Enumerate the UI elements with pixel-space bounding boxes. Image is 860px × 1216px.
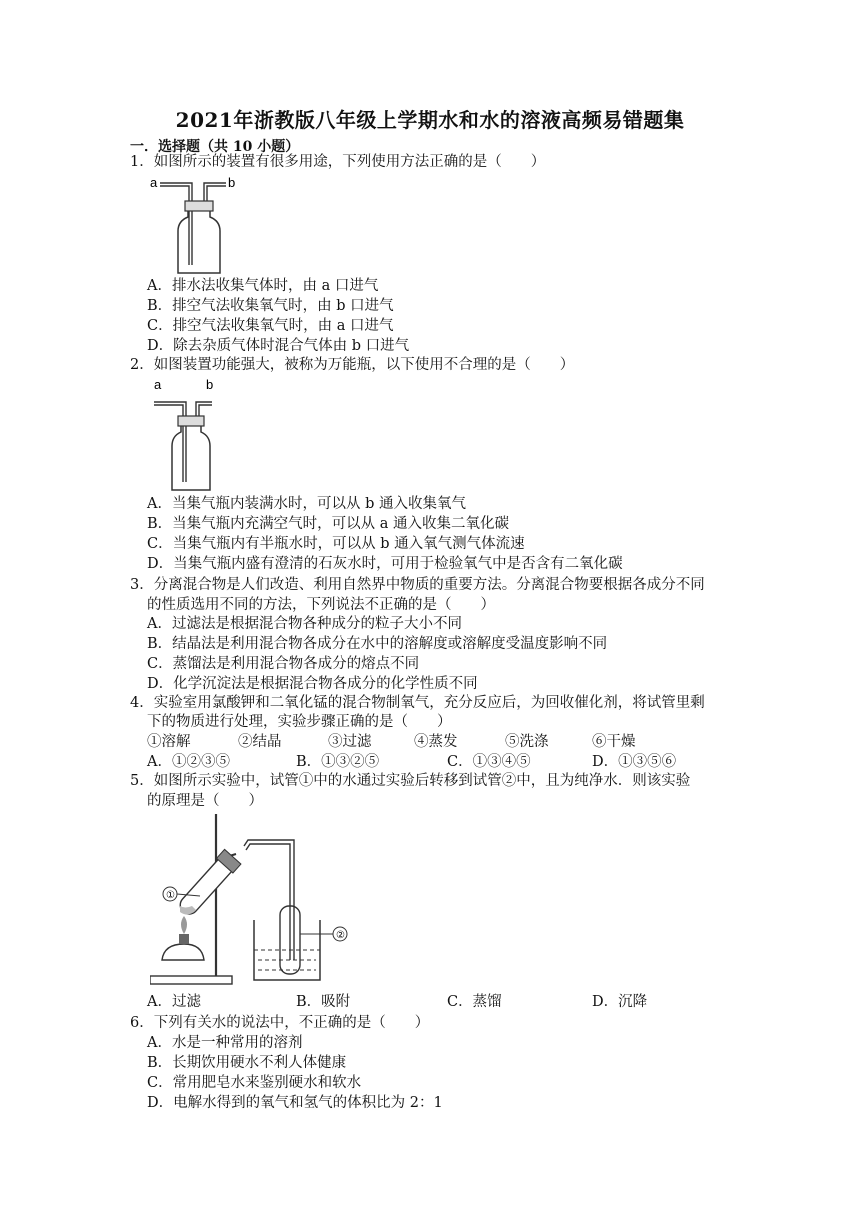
q4-step-3: ③过滤 xyxy=(328,734,372,750)
document-title: 2021年浙教版八年级上学期水和水的溶液高频易错题集 xyxy=(175,108,685,132)
section-heading: 一．选择题（共 10 小题） xyxy=(130,139,300,155)
q5-stem-line2: 的原理是（ ） xyxy=(147,793,263,809)
q5-option-b: B．吸附 xyxy=(296,994,351,1010)
q3-option-d: D．化学沉淀法是根据混合物各成分的化学性质不同 xyxy=(147,676,478,692)
q4-step-2: ②结晶 xyxy=(238,734,282,750)
q2-stem: 2．如图装置功能强大，被称为万能瓶，以下使用不合理的是（ ） xyxy=(130,357,575,373)
q2-gas-bottle-figure xyxy=(146,376,226,494)
q3-option-b: B．结晶法是利用混合物各成分在水中的溶解度或溶解度受温度影响不同 xyxy=(147,636,608,652)
q3-stem-line2: 的性质选用不同的方法，下列说法不正确的是（ ） xyxy=(147,597,495,613)
q6-option-a: A．水是一种常用的溶剂 xyxy=(147,1035,303,1051)
q4-option-d: D．①③⑤⑥ xyxy=(592,754,677,770)
q1-option-b: B．排空气法收集氧气时，由 b 口进气 xyxy=(147,298,394,314)
q4-step-5: ⑤洗涤 xyxy=(505,734,549,750)
q2-option-c: C．当集气瓶内有半瓶水时，可以从 b 通入氧气测气体流速 xyxy=(147,536,525,552)
q2-option-a: A．当集气瓶内装满水时，可以从 b 通入收集氧气 xyxy=(147,496,466,512)
q6-option-b: B．长期饮用硬水不利人体健康 xyxy=(147,1055,347,1071)
q5-label-tube-2: ② xyxy=(336,930,345,941)
q2-option-b: B．当集气瓶内充满空气时，可以从 a 通入收集二氧化碳 xyxy=(147,516,510,532)
q1-option-d: D．除去杂质气体时混合气体由 b 口进气 xyxy=(147,338,410,354)
q1-option-c: C．排空气法收集氧气时，由 a 口进气 xyxy=(147,318,394,334)
q4-step-1: ①溶解 xyxy=(147,734,191,750)
q1-stem: 1．如图所示的装置有很多用途，下列使用方法正确的是（ ） xyxy=(130,154,546,170)
q6-option-d: D．电解水得到的氧气和氢气的体积比为 2：1 xyxy=(147,1095,443,1111)
q5-label-tube-1: ① xyxy=(166,890,175,901)
q5-option-c: C．蒸馏 xyxy=(447,994,502,1010)
q5-option-d: D．沉降 xyxy=(592,994,648,1010)
q3-option-c: C．蒸馏法是利用混合物各成分的熔点不同 xyxy=(147,656,420,672)
q5-stem-line1: 5．如图所示实验中，试管①中的水通过实验后转移到试管②中，且为纯净水．则该实验 xyxy=(130,773,691,789)
q4-option-a: A．①②③⑤ xyxy=(147,754,230,770)
q4-step-4: ④蒸发 xyxy=(414,734,458,750)
q6-option-c: C．常用肥皂水来鉴别硬水和软水 xyxy=(147,1075,362,1091)
q4-option-c: C．①③④⑤ xyxy=(447,754,531,770)
q6-stem: 6．下列有关水的说法中，不正确的是（ ） xyxy=(130,1015,430,1031)
q5-option-a: A．过滤 xyxy=(147,994,201,1010)
q4-option-b: B．①③②⑤ xyxy=(296,754,380,770)
q3-option-a: A．过滤法是根据混合物各种成分的粒子大小不同 xyxy=(147,616,462,632)
q4-stem-line1: 4．实验室用氯酸钾和二氧化锰的混合物制氧气，充分反应后，为回收催化剂，将试管里剩 xyxy=(130,695,705,711)
q3-stem-line1: 3．分离混合物是人们改造、利用自然界中物质的重要方法。分离混合物要根据各成分不同 xyxy=(130,577,705,593)
q1-label-a: a xyxy=(150,175,158,190)
q1-label-b: b xyxy=(228,175,236,190)
q2-option-d: D．当集气瓶内盛有澄清的石灰水时，可用于检验氧气中是否含有二氧化碳 xyxy=(147,556,623,572)
q4-stem-line2: 下的物质进行处理，实验步骤正确的是（ ） xyxy=(147,714,452,730)
q2-label-a: a xyxy=(154,377,162,392)
q5-distillation-figure xyxy=(150,810,360,990)
q4-step-6: ⑥干燥 xyxy=(592,734,636,750)
q1-gas-bottle-figure xyxy=(146,173,236,277)
q1-option-a: A．排水法收集气体时，由 a 口进气 xyxy=(147,278,379,294)
q2-label-b: b xyxy=(206,377,214,392)
